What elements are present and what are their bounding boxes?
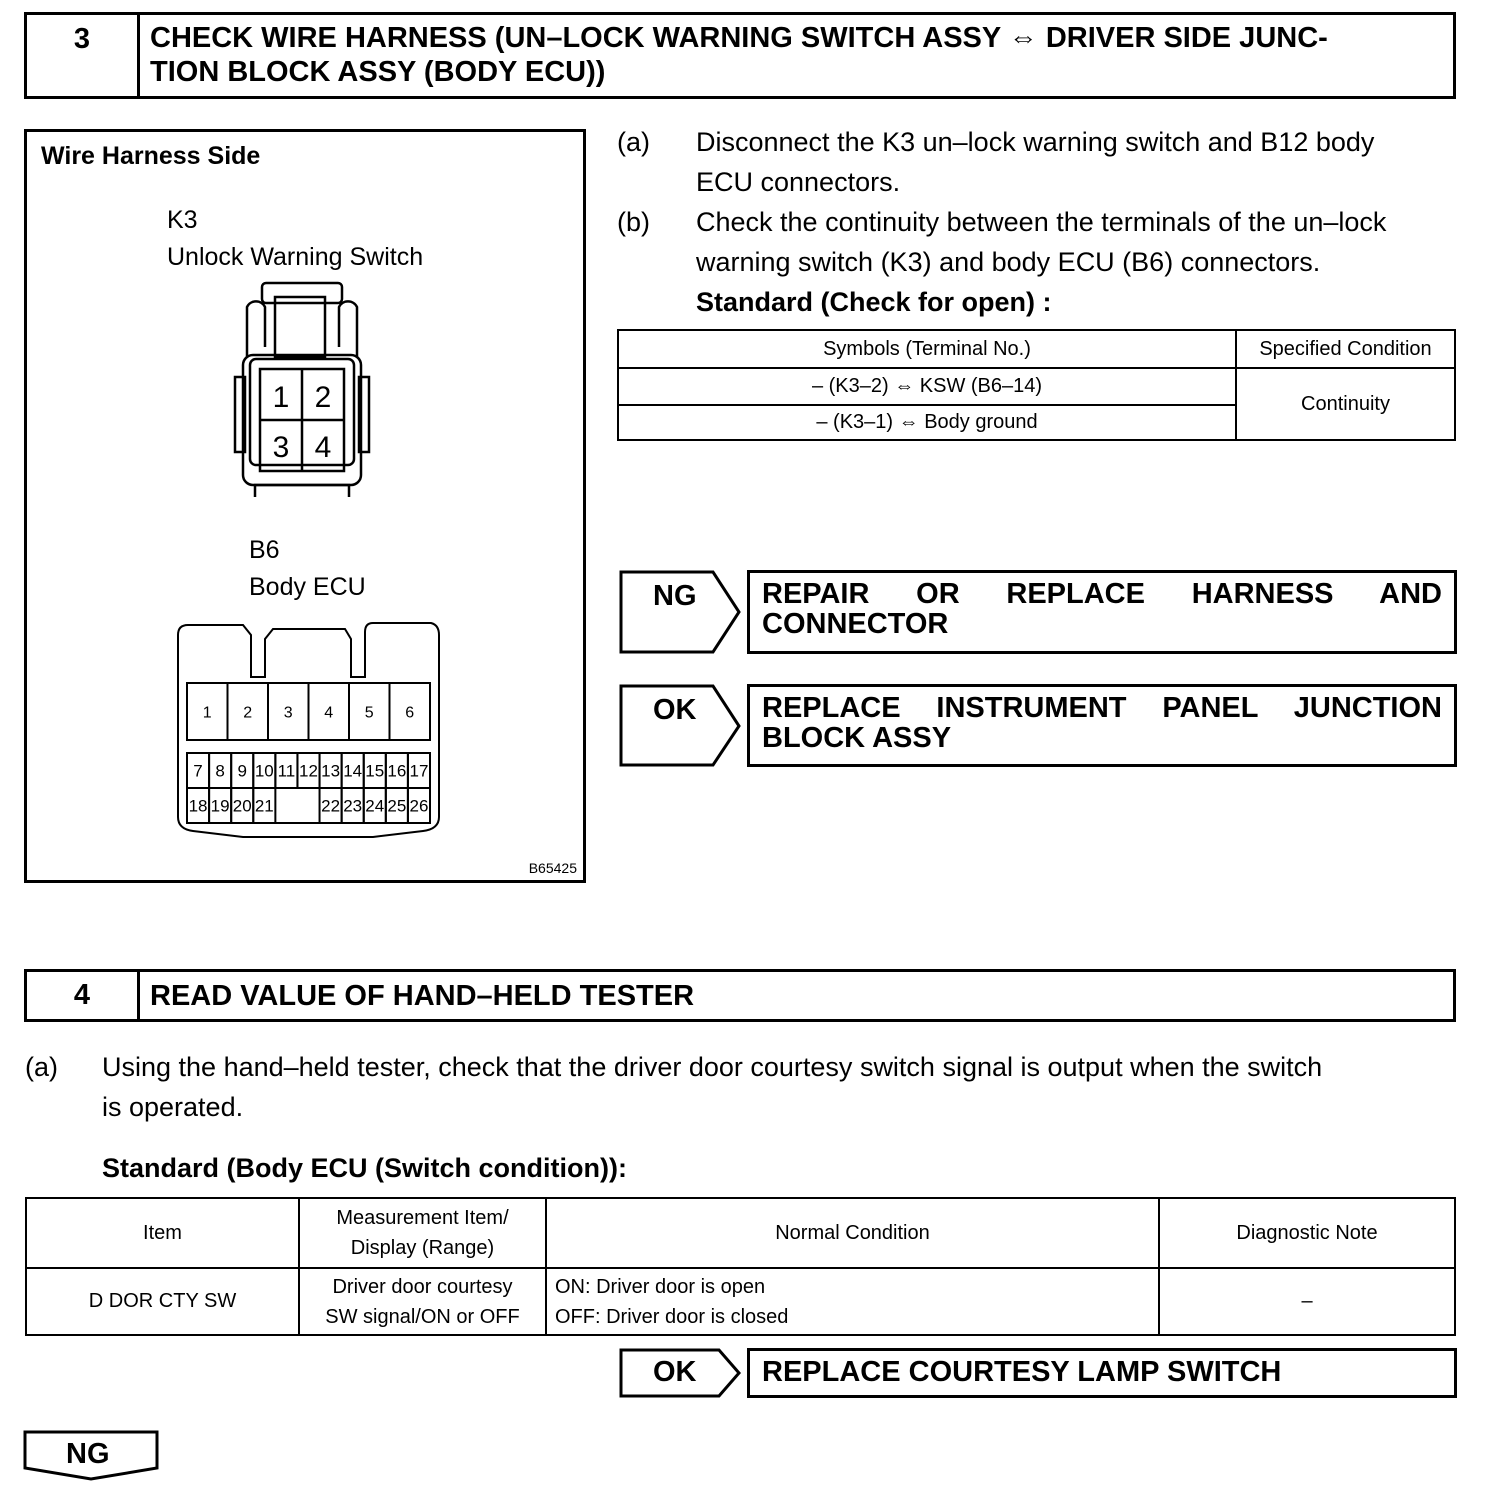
cell-line: OFF: Driver door is closed [555,1305,789,1328]
step-title: READ VALUE OF HAND–HELD TESTER [150,980,695,1012]
b6-pin-14: 14 [343,761,363,781]
step-text [696,202,1386,322]
tester-table [25,1197,1456,1336]
b6-pin-6: 6 [405,704,415,722]
k3-pin-4: 4 [314,431,332,464]
header-line: Measurement Item/ [336,1207,509,1229]
b6-pin-26: 26 [409,796,429,816]
ok-result-box: REPLACE COURTESY LAMP SWITCH [747,1348,1457,1398]
b6-pin-20: 20 [232,796,252,816]
figure-id: B65425 [528,860,577,876]
result-line: REPLACE INSTRUMENT PANEL JUNCTION [762,692,1442,724]
b6-pin-19: 19 [210,796,230,816]
b6-pin-11: 11 [277,761,296,781]
result-line: REPAIR OR REPLACE HARNESS AND [762,578,1442,610]
b6-pin-4: 4 [324,704,334,722]
table-cell: – (K3–2) ⇔ KSW (B6–14) [618,368,1236,405]
result-line: CONNECTOR [762,608,949,640]
column-header: Item [26,1198,299,1268]
b6-pin-25: 25 [387,796,407,816]
b6-pin-8: 8 [215,761,225,781]
divider [137,15,140,96]
k3-pin-3: 3 [272,431,290,464]
step-label: (a) [617,127,650,157]
k3-label [167,202,423,276]
b6-pin-16: 16 [387,761,407,781]
b6-pin-7: 7 [193,761,203,781]
ng-label: NG [66,1438,110,1470]
text-line: Check the continuity between the terminals of the un–lock [696,207,1387,237]
connector-name: Body ECU [249,573,366,601]
connector-code: K3 [167,206,198,234]
column-header [299,1198,546,1268]
b6-pin-24: 24 [365,796,385,816]
column-header: Symbols (Terminal No.) [618,330,1236,368]
table-cell [546,1268,1159,1335]
step-text [102,1047,1456,1127]
k3-pin-2: 2 [314,381,332,414]
cell-line: SW signal/ON or OFF [325,1305,520,1328]
step-number: 4 [73,979,91,1011]
table-cell: – (K3–1) ⇔ Body ground [618,405,1236,440]
table-cell: – [1159,1268,1455,1335]
ok-label: OK [653,694,697,726]
wire-harness-figure [24,129,586,883]
step-text [696,122,1374,202]
step3-header [24,12,1456,99]
table-cell [299,1268,546,1335]
column-header: Normal Condition [546,1198,1159,1268]
text-line: is operated. [102,1092,244,1122]
cell-line: ON: Driver door is open [555,1275,766,1298]
cell-line: Driver door courtesy [332,1275,513,1298]
step-label: (b) [617,207,650,237]
step-title [150,21,1328,89]
b6-pin-2: 2 [243,704,253,722]
ok-result-box [747,684,1457,767]
column-header: Diagnostic Note [1159,1198,1455,1268]
k3-connector-diagram [227,277,377,497]
title-line: CHECK WIRE HARNESS (UN–LOCK WARNING SWITCH ASSY ⇔ DRIVER SIDE JUNC- [150,22,1328,54]
table-row [26,1268,1455,1335]
title-line: TION BLOCK ASSY (BODY ECU)) [150,56,606,88]
step-number: 3 [73,22,91,55]
table-header-row [26,1198,1455,1268]
b6-connector-diagram [173,617,443,847]
b6-label [249,532,366,606]
step-label: (a) [25,1052,58,1082]
b6-pin-3: 3 [283,704,293,722]
column-header: Specified Condition [1236,330,1455,368]
b6-pin-10: 10 [254,761,274,781]
continuity-table [617,329,1456,441]
table-header-row [618,330,1455,368]
header-line: Display (Range) [350,1237,495,1259]
divider [137,972,140,1019]
b6-pin-12: 12 [299,761,318,781]
b6-pin-13: 13 [321,761,341,781]
b6-pin-5: 5 [364,704,374,722]
ok-label: OK [653,1356,697,1388]
b6-pin-17: 17 [409,761,429,781]
ng-result-box [747,570,1457,654]
step4-header [24,969,1456,1022]
table-row [618,368,1455,405]
text-line: Disconnect the K3 un–lock warning switch and B12 body [696,127,1375,157]
k3-pin-1: 1 [272,381,290,414]
ng-label: NG [653,580,697,612]
b6-pin-21: 21 [254,796,274,816]
text-line: ECU connectors. [696,167,901,197]
standard-label: Standard (Check for open) : [696,287,1052,317]
b6-pin-23: 23 [343,796,363,816]
text-line: Using the hand–held tester, check that the driver door courtesy switch signal is output when the switch [102,1052,1323,1082]
connector-code: B6 [249,536,280,564]
text-line: warning switch (K3) and body ECU (B6) connectors. [696,247,1321,277]
b6-pin-1: 1 [202,704,212,722]
connector-name: Unlock Warning Switch [167,243,424,271]
result-line: BLOCK ASSY [762,722,952,754]
figure-heading: Wire Harness Side [41,142,261,170]
standard-label: Standard (Body ECU (Switch condition)): [102,1153,627,1183]
b6-pin-18: 18 [188,796,208,816]
b6-pin-22: 22 [321,796,341,816]
b6-pin-9: 9 [237,761,247,781]
b6-pin-15: 15 [365,761,385,781]
table-cell: D DOR CTY SW [26,1268,299,1335]
table-cell: Continuity [1236,368,1455,440]
